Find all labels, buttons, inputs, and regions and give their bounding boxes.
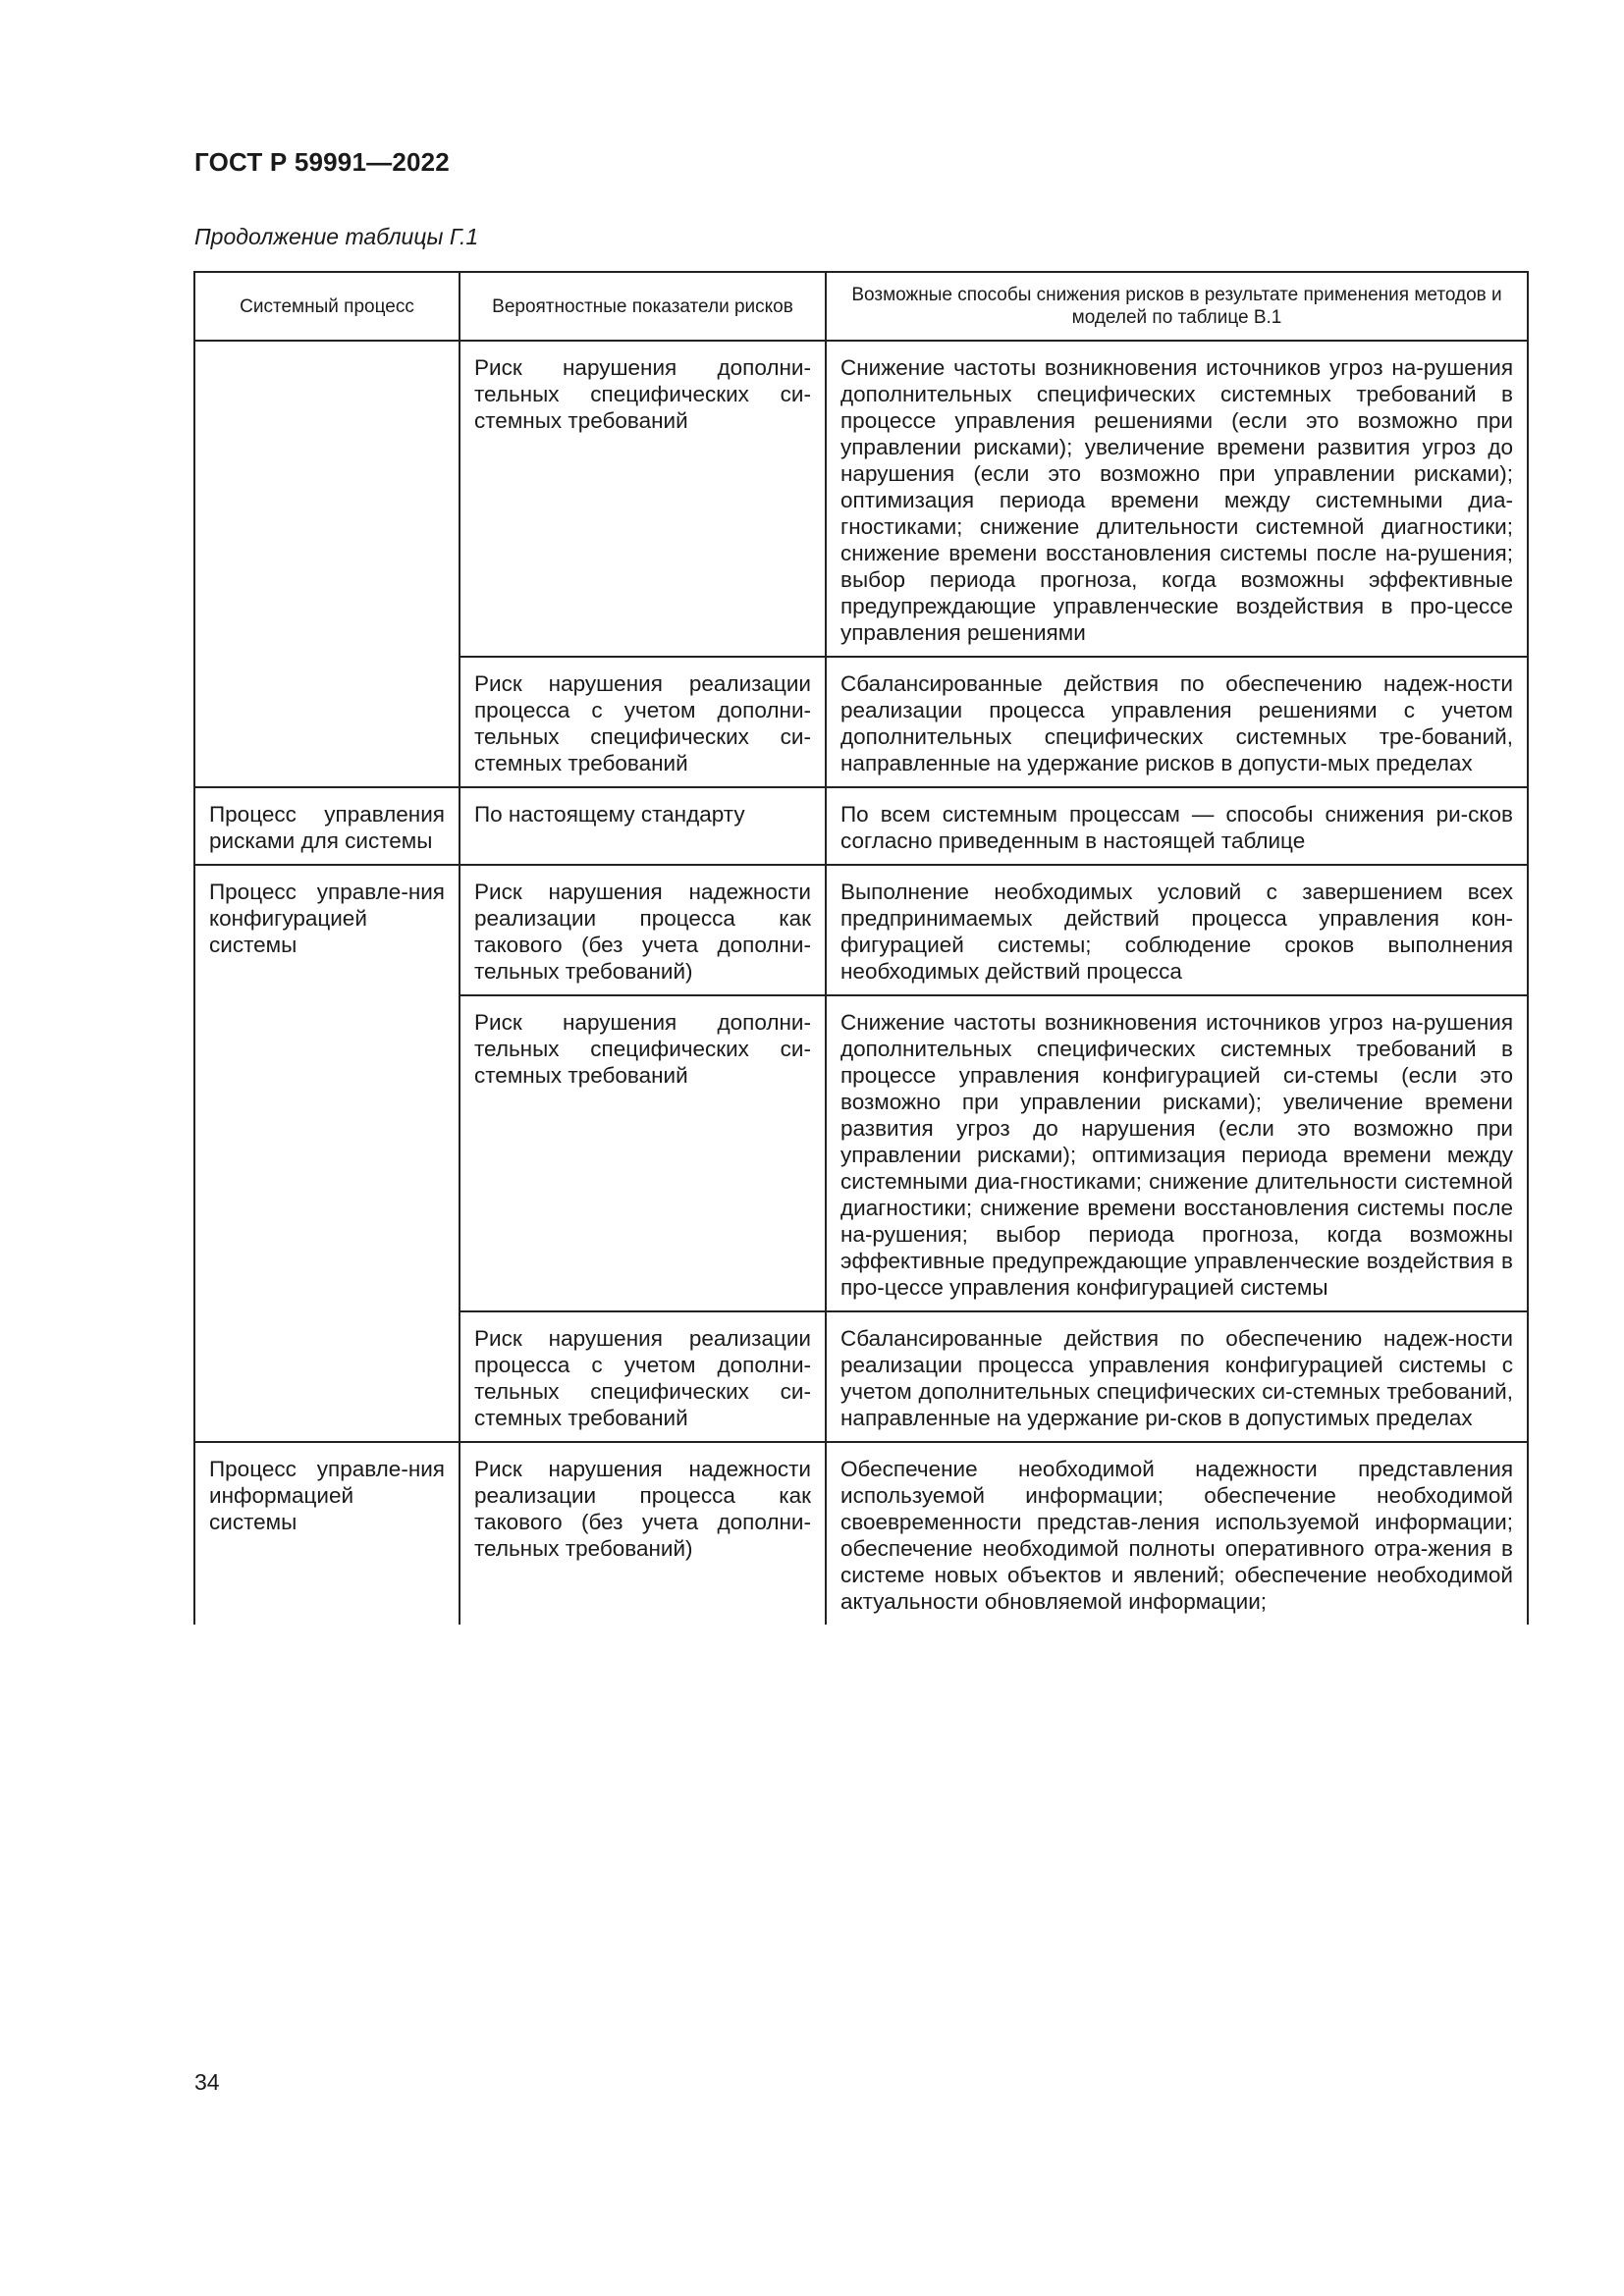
process-cell: Процесс управле-ния конфигурацией системы bbox=[194, 865, 460, 1442]
measures-cell: Снижение частоты возникновения источников угроз на-рушения дополнительных специфических системных требований в процессе управления решениями (если это возможно при управлении рисками); увеличение времени развития угроз до нарушения (если это возможно при управлении рисками); оптимизация периода времени между системными диа-гностиками; снижение длительности системной диагностики; снижение времени восстановления системы после на-рушения; выбор периода прогноза, когда возможны эффективные предупреждающие управленческие воздействия в про-цессе управления решениями bbox=[826, 341, 1528, 657]
column-header-mitigation: Возможные способы снижения рисков в результате применения методов и моделей по таблице В.1 bbox=[826, 272, 1528, 341]
risk-cell: Риск нарушения реализации процесса с учетом дополни-тельных специфических си-стемных требований bbox=[460, 657, 826, 787]
column-header-process: Системный процесс bbox=[194, 272, 460, 341]
risk-cell: По настоящему стандарту bbox=[460, 787, 826, 865]
process-cell-empty bbox=[194, 341, 460, 787]
document-id: ГОСТ Р 59991—2022 bbox=[194, 147, 450, 177]
measures-cell: Выполнение необходимых условий с завершением всех предпринимаемых действий процесса управления кон-фигурацией системы; соблюдение сроков выполнения необходимых действий процесса bbox=[826, 865, 1528, 995]
measures-cell: Снижение частоты возникновения источников угроз на-рушения дополнительных специфических системных требований в процессе управления конфигурацией си-стемы (если это возможно при управлении рисками); увеличение времени развития угроз до нарушения (если это возможно при управлении рисками); оптимизация периода времени между системными диа-гностиками; снижение длительности системной диагностики; снижение времени восстановления системы после на-рушения; выбор периода прогноза, когда возможны эффективные предупреждающие управленческие воздействия в про-цессе управления конфигурацией системы bbox=[826, 995, 1528, 1311]
risk-cell: Риск нарушения надежности реализации процесса как такового (без учета дополни-тельных требований) bbox=[460, 865, 826, 995]
measures-cell: Сбалансированные действия по обеспечению надеж-ности реализации процесса управления конфигурацией системы с учетом дополнительных специфических си-стемных требований, направленные на удержание ри-сков в допустимых пределах bbox=[826, 1311, 1528, 1442]
page-number: 34 bbox=[194, 2069, 220, 2095]
table-row bbox=[194, 787, 1528, 865]
risk-cell: Риск нарушения дополни-тельных специфических си-стемных требований bbox=[460, 995, 826, 1311]
risk-cell: Риск нарушения надежности реализации процесса как такового (без учета дополни-тельных требований) bbox=[460, 1442, 826, 1625]
process-cell: Процесс управле-ния информацией системы bbox=[194, 1442, 460, 1625]
risk-cell: Риск нарушения реализации процесса с учетом дополни-тельных специфических си-стемных требований bbox=[460, 1311, 826, 1442]
risk-table bbox=[193, 271, 1529, 1625]
table-header-row bbox=[194, 272, 1528, 341]
measures-cell: Обеспечение необходимой надежности представления используемой информации; обеспечение необходимой своевременности представ-ления используемой информации; обеспечение необходимой полноты оперативного отра-жения в системе новых объектов и явлений; обеспечение необходимой актуальности обновляемой информации; bbox=[826, 1442, 1528, 1625]
table-row bbox=[194, 865, 1528, 995]
measures-cell: По всем системным процессам — способы снижения ри-сков согласно приведенным в настоящей таблице bbox=[826, 787, 1528, 865]
process-cell: Процесс управления рисками для системы bbox=[194, 787, 460, 865]
risk-cell: Риск нарушения дополни-тельных специфических си-стемных требований bbox=[460, 341, 826, 657]
table-caption: Продолжение таблицы Г.1 bbox=[194, 224, 479, 249]
table-row bbox=[194, 1442, 1528, 1625]
column-header-risk-indicators: Вероятностные показатели рисков bbox=[460, 272, 826, 341]
measures-cell: Сбалансированные действия по обеспечению надеж-ности реализации процесса управления решениями с учетом дополнительных специфических системных тре-бований, направленные на удержание рисков в допусти-мых пределах bbox=[826, 657, 1528, 787]
table-row bbox=[194, 341, 1528, 657]
